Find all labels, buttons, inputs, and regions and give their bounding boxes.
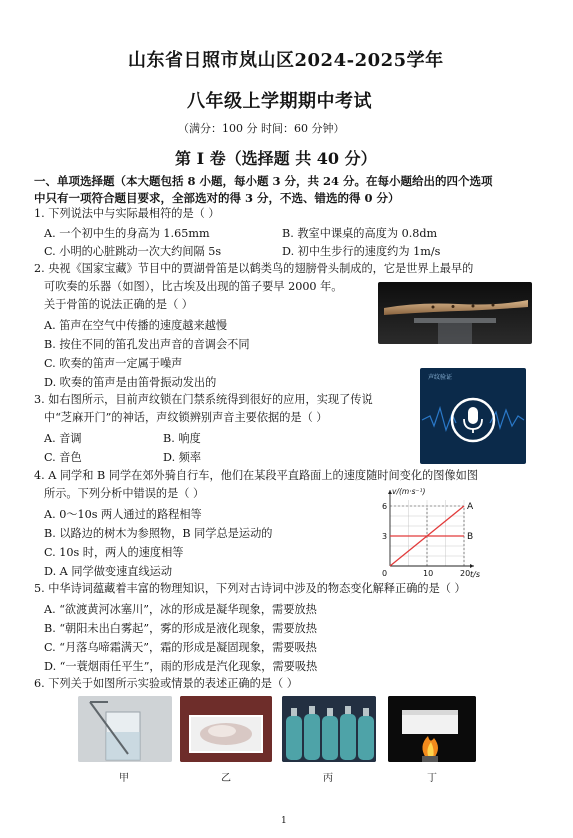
- x-tick-label: 0: [382, 569, 388, 578]
- velocity-time-chart: [368, 486, 480, 580]
- section-heading-line2: 中只有一项符合题目要求，全部选对的得 3 分，不选、错选的得 0 分）: [34, 191, 400, 205]
- microphone-icon: [468, 407, 478, 424]
- y-tick-label: 6: [382, 502, 388, 511]
- q2-option-c: C. 吹奏的笛声一定属于噪声: [44, 357, 183, 370]
- photo-jia-glass-cup: [78, 696, 172, 762]
- q1-option-c: C. 小明的心脏跳动一次大约间隔 5s: [44, 245, 222, 258]
- section-heading-line1: 一、单项选择题（本大题包括 8 小题，每小题 3 分，共 24 分。在每小题给出的四个选项: [34, 174, 493, 188]
- q1-stem: 1. 下列说法中与实际最相符的是（ ）: [34, 207, 220, 220]
- q3-stem-line1: 3. 如右图所示，目前声纹锁在门禁系统得到很好的应用，实现了传说: [34, 393, 373, 406]
- q5-option-b: B. “朝阳未出白雾起”，雾的形成是液化现象，需要放热: [44, 622, 317, 635]
- q1-option-b: B. 教室中课桌的高度为 0.8dm: [282, 227, 438, 240]
- exam-title: 山东省日照市岚山区2024-2025学年: [128, 50, 444, 71]
- score-time: （满分：100 分 时间：60 分钟）: [178, 122, 345, 135]
- q4-stem-line1: 4. A 同学和 B 同学在郊外骑自行车，他们在某段平直路面上的速度随时间变化的图像如图: [34, 469, 478, 482]
- q6-stem: 6. 下列关于如图所示实验或情景的表述正确的是（ ）: [34, 677, 298, 690]
- q2-stem-line3: 关于骨笛的说法正确的是（ ）: [44, 298, 193, 311]
- caption-ding: 丁: [427, 773, 437, 784]
- q3-stem-line2: 中“芝麻开门”的神话，声纹锁辨别声音主要依据的是（ ）: [44, 411, 328, 424]
- photo-ding-flame-heating: [388, 696, 476, 762]
- q4-option-d: D. A 同学做变速直线运动: [44, 565, 173, 578]
- x-axis-label: t/s: [470, 570, 480, 579]
- q2-option-a: A. 笛声在空气中传播的速度越来越慢: [44, 319, 228, 332]
- q2-stem-line2: 可吹奏的乐器（如图），比古埃及出现的笛子要早 2000 年。: [44, 280, 343, 293]
- caption-bing: 丙: [323, 773, 333, 784]
- q5-option-a: A. “欲渡黄河冰塞川”，冰的形成是凝华现象，需要放热: [44, 603, 317, 616]
- q4-option-b: B. 以路边的树木为参照物，B 同学总是运动的: [44, 527, 273, 540]
- q3-option-b: B. 响度: [163, 432, 201, 445]
- q5-option-c: C. “月落乌啼霜满天”，霜的形成是凝固现象，需要吸热: [44, 641, 317, 654]
- q2-option-d: D. 吹奏的笛声是由笛骨振动发出的: [44, 376, 217, 389]
- q2-stem-line1: 2. 央视《国家宝藏》节目中的贾湖骨笛是以鹤类鸟的翅膀骨头制成的，它是世界上最早的: [34, 262, 474, 275]
- q4-stem-line2: 所示。下列分析中错误的是（ ）: [44, 487, 205, 500]
- q2-option-b: B. 按住不同的笛孔发出声音的音调会不同: [44, 338, 250, 351]
- q3-option-d: D. 频率: [163, 451, 202, 464]
- q1-option-a: A. 一个初中生的身高为 1.65mm: [44, 227, 210, 240]
- exam-subtitle: 八年级上学期期中考试: [187, 91, 372, 112]
- bone-flute-photo: [378, 282, 532, 344]
- q4-option-c: C. 10s 时，两人的速度相等: [44, 546, 184, 559]
- q1-option-d: D. 初中生步行的速度约为 1m/s: [282, 245, 441, 258]
- voiceprint-caption: 声纹验证: [428, 374, 453, 381]
- y-axis-label: v/(m·s⁻¹): [392, 487, 426, 496]
- q4-option-a: A. 0～10s 两人通过的路程相等: [44, 508, 202, 521]
- volume-title: 第 I 卷（选择题 共 40 分）: [175, 149, 377, 168]
- series-label-A: A: [467, 502, 474, 512]
- x-tick-label: 10: [423, 569, 434, 578]
- caption-jia: 甲: [119, 773, 129, 784]
- caption-yi: 乙: [221, 773, 231, 784]
- x-tick-label: 20: [460, 569, 471, 578]
- page-number: 1: [281, 816, 287, 826]
- series-label-B: B: [467, 532, 474, 542]
- voiceprint-lock-image: [420, 368, 526, 464]
- y-tick-label: 3: [382, 532, 388, 541]
- q3-option-a: A. 音调: [44, 432, 82, 445]
- q3-option-c: C. 音色: [44, 451, 82, 464]
- photo-bing-gas-cylinders: [282, 696, 376, 762]
- photo-yi-ice-tray: [180, 696, 272, 762]
- q5-stem: 5. 中华诗词蕴藏着丰富的物理知识，下列对古诗词中涉及的物态变化解释正确的是（ ）: [34, 582, 466, 595]
- q5-option-d: D. “一蓑烟雨任平生”，雨的形成是汽化现象，需要吸热: [44, 660, 318, 673]
- x-axis-arrow: [470, 564, 474, 568]
